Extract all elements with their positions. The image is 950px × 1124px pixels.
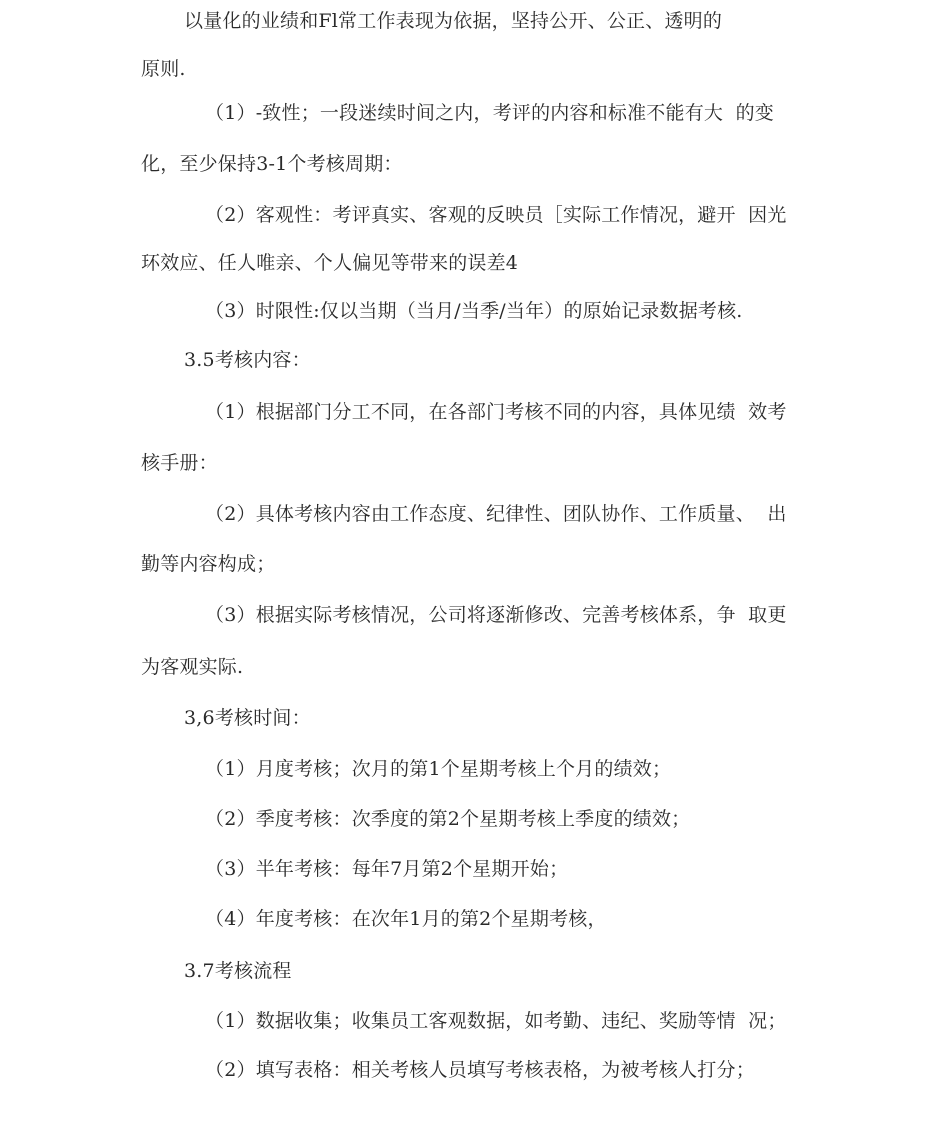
paragraph-line: 以量化的业绩和Fl常工作表现为依据，坚持公开、公正、透明的 [184, 10, 723, 32]
list-item-line: （1）月度考核；次月的第1个星期考核上个月的绩效； [205, 758, 672, 780]
list-item-line: （2）季度考核：次季度的第2个星期考核上季度的绩效； [205, 808, 691, 830]
list-item-line: （3）根据实际考核情况，公司将逐渐修改、完善考核体系，争 取更 [205, 604, 787, 626]
list-item-line: （2）填写表格：相关考核人员填写考核表格，为被考核人打分； [205, 1059, 755, 1081]
list-item-line: （1）-致性；一段迷续时间之内，考评的内容和标准不能有大 的变 [205, 102, 774, 124]
section-heading: 3,6考核时间： [184, 707, 311, 729]
section-heading: 3.7考核流程 [184, 960, 292, 982]
list-item-line: 核手册： [141, 452, 218, 474]
list-item-line: （3）时限性:仅以当期（当月/当季/当年）的原始记录数据考核. [205, 300, 743, 322]
list-item-line: （1）根据部门分工不同，在各部门考核不同的内容，具体见绩 效考 [205, 401, 787, 423]
paragraph-line: 原则. [141, 58, 186, 80]
list-item-line: 勤等内容构成； [141, 553, 276, 575]
list-item-line: （4）年度考核：在次年1月的第2个星期考核， [205, 908, 607, 930]
list-item-line: 化，至少保持3-1个考核周期： [141, 153, 403, 175]
section-heading: 3.5考核内容： [184, 349, 311, 371]
list-item-line: 环效应、任人唯亲、个人偏见等带来的误差4 [141, 252, 519, 274]
list-item-line: （2）具体考核内容由工作态度、纪律性、团队协作、工作质量、 出 [205, 503, 787, 525]
list-item-line: （2）客观性：考评真实、客观的反映员［实际工作情况，避开 因光 [205, 204, 787, 226]
list-item-line: 为客观实际. [141, 656, 244, 678]
list-item-line: （1）数据收集；收集员工客观数据，如考勤、违纪、奖励等情 况； [205, 1010, 787, 1032]
list-item-line: （3）半年考核：每年7月第2个星期开始； [205, 858, 569, 880]
